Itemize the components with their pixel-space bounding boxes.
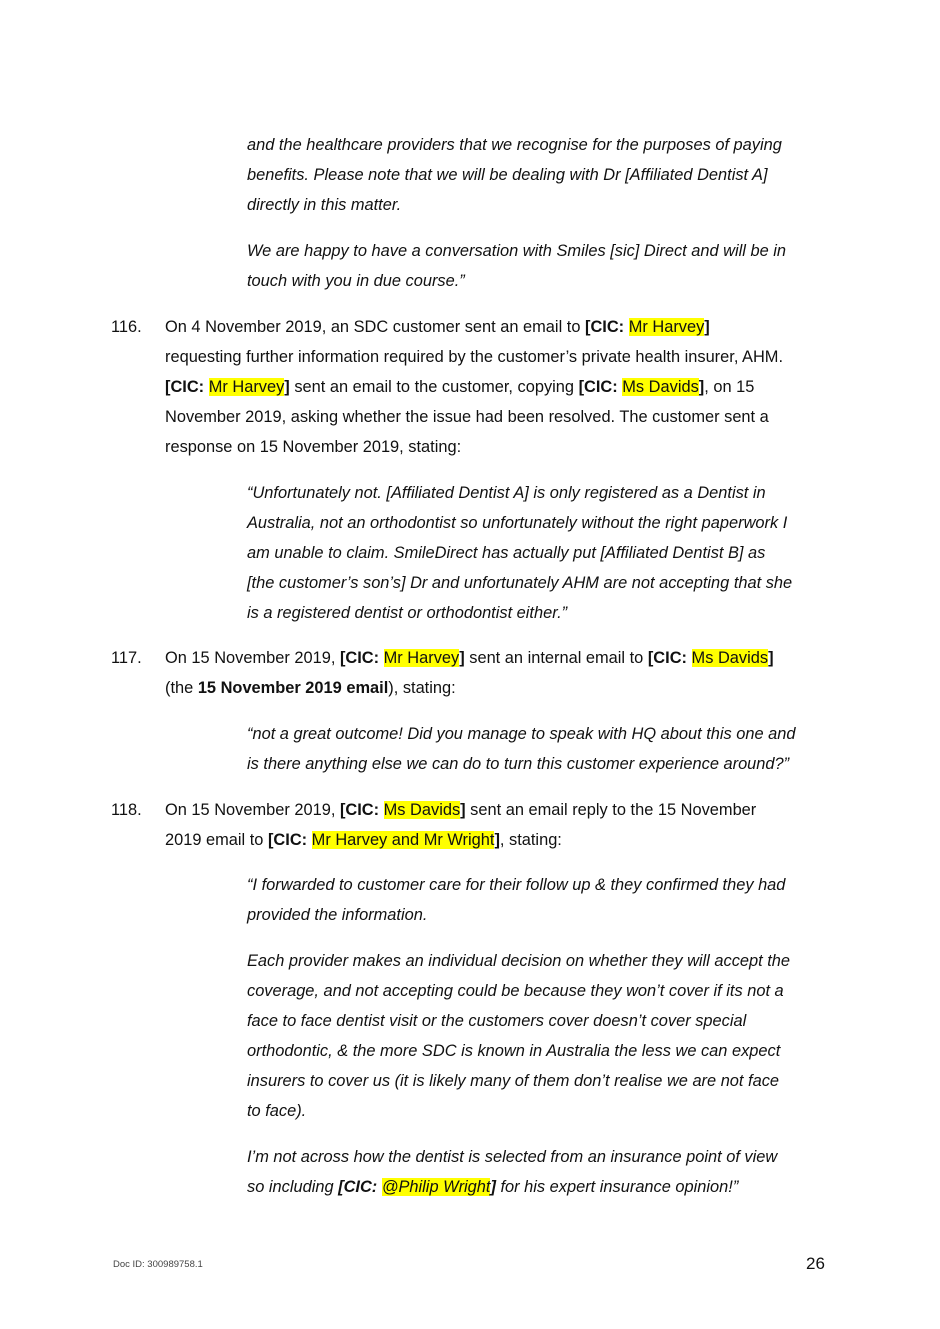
quote-line: touch with you in due course.” (247, 272, 465, 290)
highlighted-name: Mr Harvey (383, 649, 460, 667)
paragraph-line: November 2019, asking whether the issue had been resolved. The customer sent a (165, 408, 769, 426)
paragraph-line (165, 648, 774, 668)
text-run: , on 15 (704, 378, 755, 396)
text-run: ), stating: (388, 679, 456, 697)
quote-line: I’m not across how the dentist is selected from an insurance point of view (247, 1148, 778, 1166)
cic-marker: [CIC: (267, 831, 312, 849)
paragraph-number: 117. (111, 649, 142, 667)
highlighted-name: Mr Harvey (628, 318, 705, 336)
cic-marker: [CIC: (647, 649, 692, 667)
highlighted-name: Ms Davids (622, 378, 699, 396)
quote-line: Australia, not an orthodontist so unfortunately without the right paperwork I (247, 514, 788, 532)
text-run: On 15 November 2019, (165, 649, 340, 667)
cic-marker: [CIC: (338, 1178, 382, 1196)
text-run: so including (247, 1178, 339, 1196)
text-run: On 4 November 2019, an SDC customer sent an email to (165, 318, 585, 336)
quote-line: “Unfortunately not. [Affiliated Dentist A] is only registered as a Dentist in (247, 484, 766, 502)
text-run: sent an email reply to the 15 November (465, 801, 757, 819)
text-run: for his expert insurance opinion!” (495, 1178, 739, 1196)
quote-line: “not a great outcome! Did you manage to speak with HQ about this one and (247, 725, 796, 743)
cic-marker: [CIC: (165, 378, 209, 396)
cic-marker: [CIC: (578, 378, 623, 396)
quote-line: benefits. Please note that we will be dealing with Dr [Affiliated Dentist A] (247, 166, 768, 184)
paragraph-line: response on 15 November 2019, stating: (165, 438, 462, 456)
cic-close: ] (704, 318, 710, 336)
highlighted-name: Mr Harvey and Mr Wright (311, 831, 495, 849)
cic-close: ] (459, 649, 465, 667)
quote-line: is there anything else we can do to turn this customer experience around?” (247, 755, 790, 773)
quote-line: “I forwarded to customer care for their follow up & they confirmed they had (247, 876, 786, 894)
text-run: sent an internal email to (464, 649, 648, 667)
quote-line: coverage, and not accepting could be because they won’t cover if its not a (247, 982, 784, 1000)
paragraph-line (165, 317, 710, 337)
quote-line: insurers to cover us (it is likely many of them don’t realise we are not face (247, 1072, 780, 1090)
quote-line: [the customer’s son’s] Dr and unfortunately AHM are not accepting that she (247, 574, 793, 592)
quote-line: am unable to claim. SmileDirect has actually put [Affiliated Dentist B] as (247, 544, 766, 562)
paragraph-number: 116. (111, 318, 142, 336)
text-run: , stating: (499, 831, 562, 849)
cic-close: ] (490, 1178, 496, 1196)
quote-line: directly in this matter. (247, 196, 402, 214)
quote-line: orthodontic, & the more SDC is known in Australia the less we can expect (247, 1042, 781, 1060)
paragraph-line (165, 678, 456, 698)
cic-close: ] (284, 378, 290, 396)
quote-line: provided the information. (247, 906, 428, 924)
cic-close: ] (698, 378, 705, 396)
quote-line: Each provider makes an individual decision on whether they will accept the (247, 952, 791, 970)
highlighted-name: Mr Harvey (208, 378, 285, 396)
cic-close: ] (768, 649, 774, 667)
quote-line: and the healthcare providers that we recognise for the purposes of paying (247, 136, 782, 154)
quote-line: We are happy to have a conversation with Smiles [sic] Direct and will be in (247, 242, 787, 260)
quote-line: face to face dentist visit or the customers cover doesn’t cover special (247, 1012, 747, 1030)
quote-line (247, 1177, 738, 1197)
cic-marker: [CIC: (339, 649, 384, 667)
paragraph-line: requesting further information required by the customer’s private health insurer, AHM. (165, 348, 783, 366)
cic-close: ] (460, 801, 466, 819)
text-run: 2019 email to (165, 831, 268, 849)
quote-line: is a registered dentist or orthodontist either.” (247, 604, 568, 622)
quote-line: to face). (247, 1102, 307, 1120)
highlighted-name: Ms Davids (691, 649, 769, 667)
highlighted-name: Ms Davids (383, 801, 461, 819)
text-run: On 15 November 2019, (165, 801, 340, 819)
cic-marker: [CIC: (339, 801, 384, 819)
cic-close: ] (494, 831, 500, 849)
paragraph-line (165, 377, 754, 397)
defined-term: 15 November 2019 email (197, 679, 389, 697)
text-run: (the (165, 679, 198, 697)
paragraph-number: 118. (111, 801, 142, 819)
cic-marker: [CIC: (585, 318, 629, 336)
paragraph-line (165, 800, 756, 820)
page-number: 26 (806, 1254, 825, 1273)
doc-id: Doc ID: 300989758.1 (113, 1259, 203, 1270)
paragraph-line (165, 830, 562, 850)
text-run: sent an email to the customer, copying (289, 378, 579, 396)
highlighted-name: @Philip Wright (381, 1178, 491, 1196)
